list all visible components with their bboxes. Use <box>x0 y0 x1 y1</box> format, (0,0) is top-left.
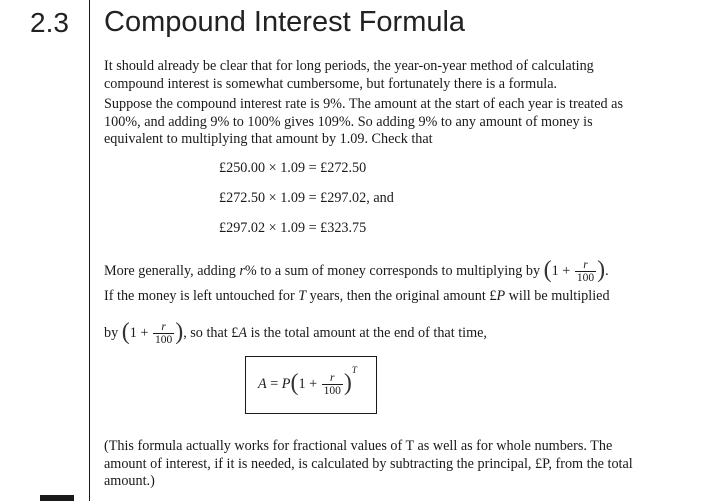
text-segment: by <box>104 324 122 341</box>
text-segment: If the money is left untouched for <box>104 288 299 304</box>
variable-p: P <box>496 288 506 304</box>
text-segment: years, then the original amount £ <box>306 288 497 304</box>
open-paren: ( <box>121 319 130 345</box>
close-paren: ) <box>597 257 606 283</box>
growth-factor <box>121 319 184 346</box>
section-number: 2.3 <box>30 7 69 38</box>
paragraph-intro: It should already be clear that for long periods, the year-on-year method of calculating compound interest is somewhat cumbersome, but fortunately there is a formula. <box>104 58 594 92</box>
fraction-denominator: 100 <box>576 272 595 284</box>
fraction <box>575 259 596 284</box>
formula-box <box>245 356 377 414</box>
close-paren: ) <box>343 370 352 396</box>
text-segment: will be multiplied <box>505 288 610 304</box>
page-edge-marker <box>40 495 74 501</box>
multiplied-by-line <box>104 320 487 347</box>
one-plus: 1 + <box>551 262 574 279</box>
close-paren: ) <box>175 319 184 345</box>
open-paren: ( <box>290 370 299 396</box>
open-paren: ( <box>543 257 552 283</box>
general-statement-line <box>104 258 609 285</box>
text-segment: More generally, adding <box>104 262 240 279</box>
fraction <box>153 321 174 346</box>
fraction-numerator: r <box>330 372 335 384</box>
text-segment: . <box>605 262 609 279</box>
vertical-rule <box>89 0 90 501</box>
text-segment: , so that £ <box>183 324 239 341</box>
calculation-line: £297.02 × 1.09 = £323.75 <box>219 220 367 236</box>
variable-a: A <box>238 324 248 341</box>
paragraph-note: (This formula actually works for fractional values of T as well as for whole numbers. The amount of interest, if it is needed, is calculated by subtracting the principal, £P, from the total amount.) <box>104 438 633 489</box>
variable-t: T <box>298 288 307 304</box>
section-title: Compound Interest Formula <box>104 6 466 38</box>
text-segment: % to a sum of money corresponds to multiplying by <box>244 262 544 279</box>
formula-exponent: T <box>351 365 357 375</box>
one-plus: 1 + <box>129 324 152 341</box>
formula-principal: P <box>281 375 291 392</box>
one-plus: 1 + <box>298 375 321 392</box>
paragraph-example: Suppose the compound interest rate is 9%. The amount at the start of each year is treated as 100%, and adding 9% to 100% gives 109%. So adding 9% to any amount of money is equivalent to multiplying that amount by 1.09. Check that <box>104 96 623 147</box>
fraction-numerator: r <box>583 259 588 271</box>
calculation-line: £272.50 × 1.09 = £297.02, and <box>219 190 394 206</box>
fraction-denominator: 100 <box>154 334 173 346</box>
text-segment: is the total amount at the end of that time, <box>247 324 487 341</box>
fraction-numerator: r <box>161 321 166 333</box>
calculation-line: £250.00 × 1.09 = £272.50 <box>219 160 367 176</box>
untouched-statement-line <box>104 288 610 305</box>
variable-r: r <box>239 262 245 279</box>
formula-equals: = <box>266 375 282 392</box>
fraction-denominator: 100 <box>323 385 341 397</box>
compound-interest-formula <box>258 365 357 398</box>
formula-lhs: A <box>258 375 267 392</box>
growth-factor <box>543 257 606 284</box>
fraction <box>322 372 343 397</box>
